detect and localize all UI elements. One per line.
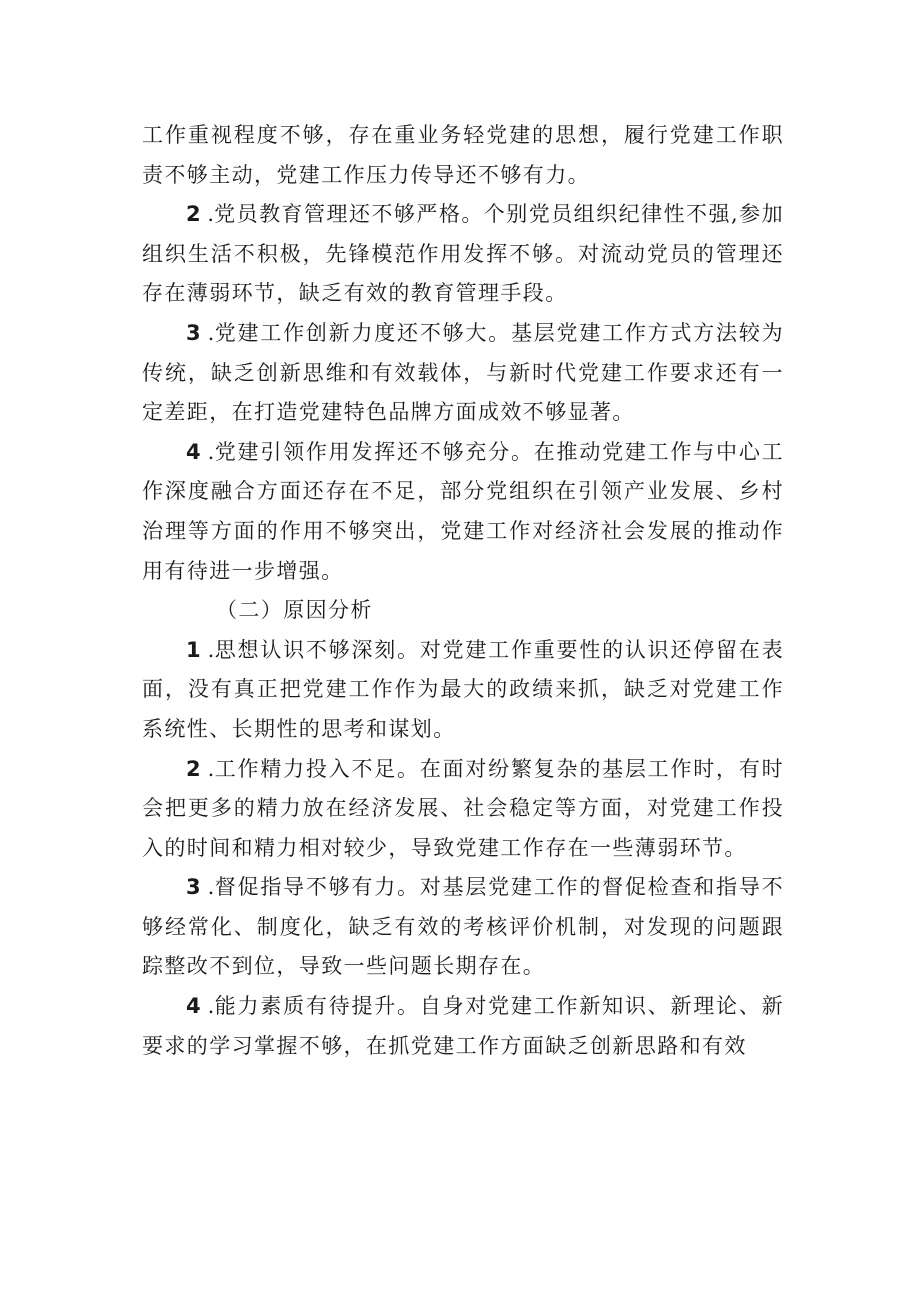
item-text: 党建工作创新力度还不够大。基层党建工作方式方法较为传统，缺乏创新思维和有效载体，与新时代党建工作要求还有一定差距，在打造党建特色品牌方面成效不够显著。	[142, 320, 785, 425]
item-number: 4	[186, 994, 201, 1019]
item-number: 4	[186, 439, 201, 464]
item-separator: .	[200, 756, 215, 781]
analysis-item-4	[142, 987, 784, 1066]
item-text: 工作精力投入不足。在面对纷繁复杂的基层工作时，有时会把更多的精力放在经济发展、社会稳定等方面，对党建工作投入的时间和精力相对较少，导致党建工作存在一些薄弱环节。	[142, 756, 785, 860]
paragraph-text: 工作重视程度不够，存在重业务轻党建的思想，履行党建工作职责不够主动，党建工作压力传导还不够有力。	[142, 123, 784, 187]
problem-item-2	[142, 195, 784, 314]
item-text: 思想认识不够深刻。对党建工作重要性的认识还停留在表面，没有真正把党建工作作为最大的政绩来抓，缺乏对党建工作系统性、长期性的思考和谋划。	[142, 637, 785, 741]
analysis-item-1	[142, 631, 784, 750]
document-body	[142, 116, 784, 1066]
item-text: 能力素质有待提升。自身对党建工作新知识、新理论、新要求的学习掌握不够，在抓党建工作方面缺乏创新思路和有效	[142, 994, 785, 1058]
item-separator: .	[200, 320, 215, 345]
analysis-item-3	[142, 868, 784, 987]
item-text: 督促指导不够有力。对基层党建工作的督促检查和指导不够经常化、制度化，缺乏有效的考核评价机制，对发现的问题跟踪整改不到位，导致一些问题长期存在。	[142, 875, 785, 979]
item-number: 3	[186, 320, 201, 345]
item-separator: .	[200, 637, 215, 662]
analysis-item-2	[142, 750, 784, 869]
item-separator: .	[200, 994, 215, 1019]
item-separator: .	[200, 875, 215, 900]
item-number: 3	[186, 875, 201, 900]
paragraph-continuation	[142, 116, 784, 195]
item-text: 党员教育管理还不够严格。个别党员组织纪律性不强,参加组织生活不积极，先锋模范作用发挥不够。对流动党员的管理还存在薄弱环节，缺乏有效的教育管理手段。	[142, 202, 785, 306]
section-heading: （二）原因分析	[216, 598, 373, 623]
problem-item-4	[142, 433, 784, 591]
item-number: 2	[186, 756, 201, 781]
item-separator: .	[200, 439, 215, 464]
item-separator: .	[200, 202, 215, 227]
item-text: 党建引领作用发挥还不够充分。在推动党建工作与中心工作深度融合方面还存在不足，部分党组织在引领产业发展、乡村治理等方面的作用不够突出，党建工作对经济社会发展的推动作用有待进一步增强。	[142, 439, 785, 583]
item-number: 2	[186, 202, 201, 227]
problem-item-3	[142, 314, 784, 433]
item-number: 1	[186, 637, 201, 662]
